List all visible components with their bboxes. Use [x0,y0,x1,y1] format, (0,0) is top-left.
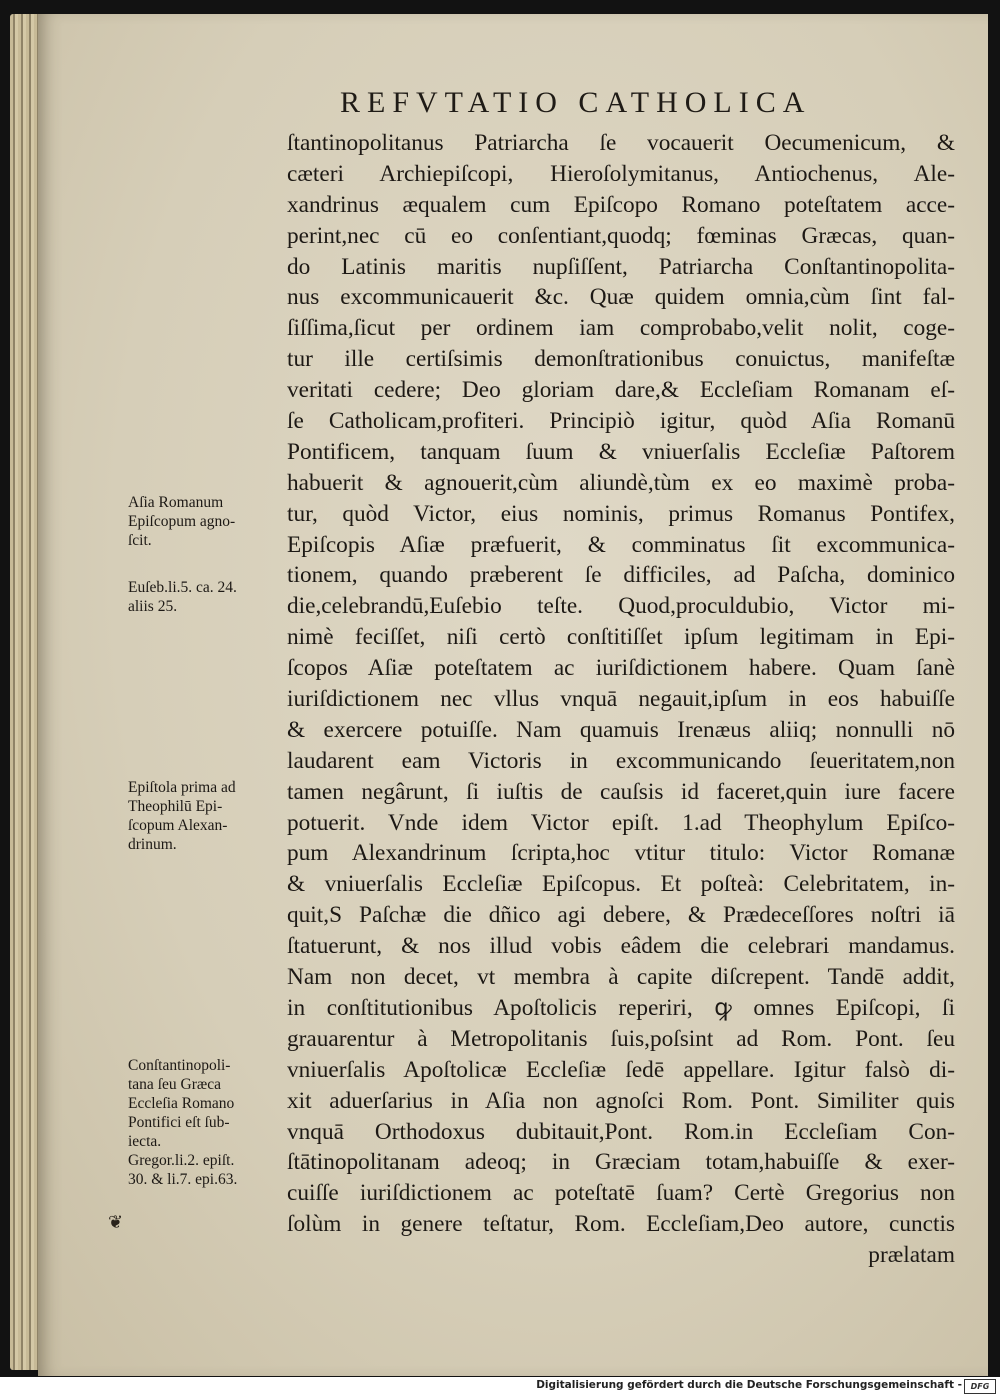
text-line: tamen negârunt, ſi iuſtis de cauſsis id faceret,quin iure facere [287,778,955,805]
text-line: & exercere potuiſſe. Nam quamuis Irenæus aliiq; nonnulli nō [287,716,955,743]
margin-note-line: 30. & li.7. epi.63. [128,1171,238,1188]
text-line: perint,nec cū eo conſentiant,quodq; fœminas Græcas, quan- [287,222,955,249]
margin-note-line: ſcopum Alexan- [128,817,228,834]
margin-note-line: Epiſcopum agno- [128,513,236,530]
text-line: laudarent eam Victoris in excommunicando ſeueritatem,non [287,747,955,774]
text-line: Pontificem, tanquam ſuum & vniuerſalis Eccleſiæ Paſtorem [287,438,955,465]
text-line: tur ille certiſsimis demonſtrationibus conuictus, manifeſtæ [287,346,955,373]
text-line: prælatam [868,1242,955,1269]
text-line: die,celebrandū,Euſebio teſte. Quod,proculdubio, Victor mi- [287,593,955,620]
text-line: habuerit & agnouerit,cùm aliundè,tùm ex eo maximè proba- [287,469,955,496]
text-line: tionem, quando præberent ſe difficiles, ad Paſcha, dominico [287,562,955,589]
margin-note-asia [128,493,288,550]
margin-note-line: Euſeb.li.5. ca. 24. [128,579,237,596]
margin-note-line: Aſia Romanum [128,494,224,511]
margin-note-line: Eccleſia Romano [128,1095,235,1112]
text-line: ſolùm in genere teſtatur, Rom. Eccleſiam,Deo autore, cunctis [287,1211,955,1238]
text-line: tur, quòd Victor, eius nominis, primus Romanus Pontifex, [287,500,955,527]
text-line: potuerit. Vnde idem Victor epiſt. 1.ad Theophylum Epiſco- [287,809,955,836]
text-line: nimè feciſſet, niſi certò conſtitiſſet ipſum legitimam in Epi- [287,624,955,651]
text-line: vnquā Orthodoxus dubitauit,Pont. Rom.in Eccleſiam Con- [287,1118,955,1145]
margin-note-line: Pontifici eſt ſub- [128,1114,230,1131]
margin-note-line: drinum. [128,836,177,853]
margin-note-eusebius [128,578,288,616]
running-head: REFVTATIO CATHOLICA [340,86,812,119]
dfg-logo: DFG [964,1379,996,1394]
text-line: quit,S Paſchæ die dñico agi debere, & Prædeceſſores noſtri iā [287,902,955,929]
text-line: xandrinus æqualem cum Epiſcopo Romano poteſtatem acce- [287,191,955,218]
text-line: Nam non decet, vt membra à capite diſcrepent. Tandē addit, [287,964,955,991]
text-line: iuriſdictionem nec vllus vnquā negauit,ipſum in eos habuiſſe [287,686,955,713]
margin-note-constantinople [128,1056,288,1189]
body-text [287,128,955,1271]
text-line: cæteri Archiepiſcopi, Hieroſolymitanus, Antiochenus, Ale- [287,160,955,187]
text-line: in conſtitutionibus Apoſtolicis reperiri, ꝙ omnes Epiſcopi, ſi [287,994,955,1021]
text-line: grauarentur à Metropolitanis ſuis,poſsint ad Rom. Pont. ſeu [287,1025,955,1052]
text-line: ſtatuerunt, & nos illud vobis eâdem die celebrari mandamus. [287,933,955,960]
text-line: veritati cedere; Deo gloriam dare,& Eccleſiam Romanam eſ- [287,377,955,404]
text-line: ſtātinopolitanam adeoq; in Græciam totam,habuiſſe & exer- [287,1149,955,1176]
margin-note-line: aliis 25. [128,598,178,615]
footer-bar [0,1377,1000,1395]
text-line: ſe Catholicam,profiteri. Principiò igitur, quòd Aſia Romanū [287,408,955,435]
margin-note-epistola [128,778,288,854]
text-line: ſtantinopolitanus Patriarcha ſe vocauerit Oecumenicum, & [287,130,955,156]
text-line: do Latinis maritis nupſiſſent, Patriarcha Conſtantinopolita- [287,253,955,280]
funding-notice: Digitalisierung gefördert durch die Deutsche Forschungsgemeinschaft - [536,1379,962,1391]
margin-note-line: Theophilū Epi- [128,798,223,815]
fleuron-ornament: ❦ [108,1212,124,1233]
text-line: nus excommunicauerit &c. Quæ quidem omnia,cùm ſint fal- [287,284,955,311]
margin-note-line: iecta. [128,1133,162,1150]
text-line: vniuerſalis Apoſtolicæ Eccleſiæ ſedē appellare. Igitur falsò di- [287,1056,955,1083]
text-line: Epiſcopis Aſiæ præfuerit, & comminatus ſit excommunica- [287,531,955,558]
margin-note-line: ſcit. [128,532,152,549]
margin-note-line: Conſtantinopoli- [128,1057,231,1074]
margin-note-line: Gregor.li.2. epiſt. [128,1152,235,1169]
text-line: ſcopos Aſiæ poteſtatem ac iuriſdictionem habere. Quam ſanè [287,655,955,682]
margin-note-line: Epiſtola prima ad [128,779,236,796]
text-line: ſiſſima,ſicut per ordinem iam comprobabo,velit nolit, coge- [287,315,955,342]
text-line: pum Alexandrinum ſcripta,hoc vtitur titulo: Victor Romanæ [287,840,955,867]
margin-note-line: tana ſeu Græca [128,1076,221,1093]
text-line: cuiſſe iuriſdictionem ac poteſtatē ſuam? Certè Gregorius non [287,1180,955,1207]
text-line: xit aduerſarius in Aſia non agnoſci Rom. Pont. Similiter quis [287,1087,955,1114]
text-line: & vniuerſalis Eccleſiæ Epiſcopus. Et poſteà: Celebritatem, in- [287,871,955,898]
